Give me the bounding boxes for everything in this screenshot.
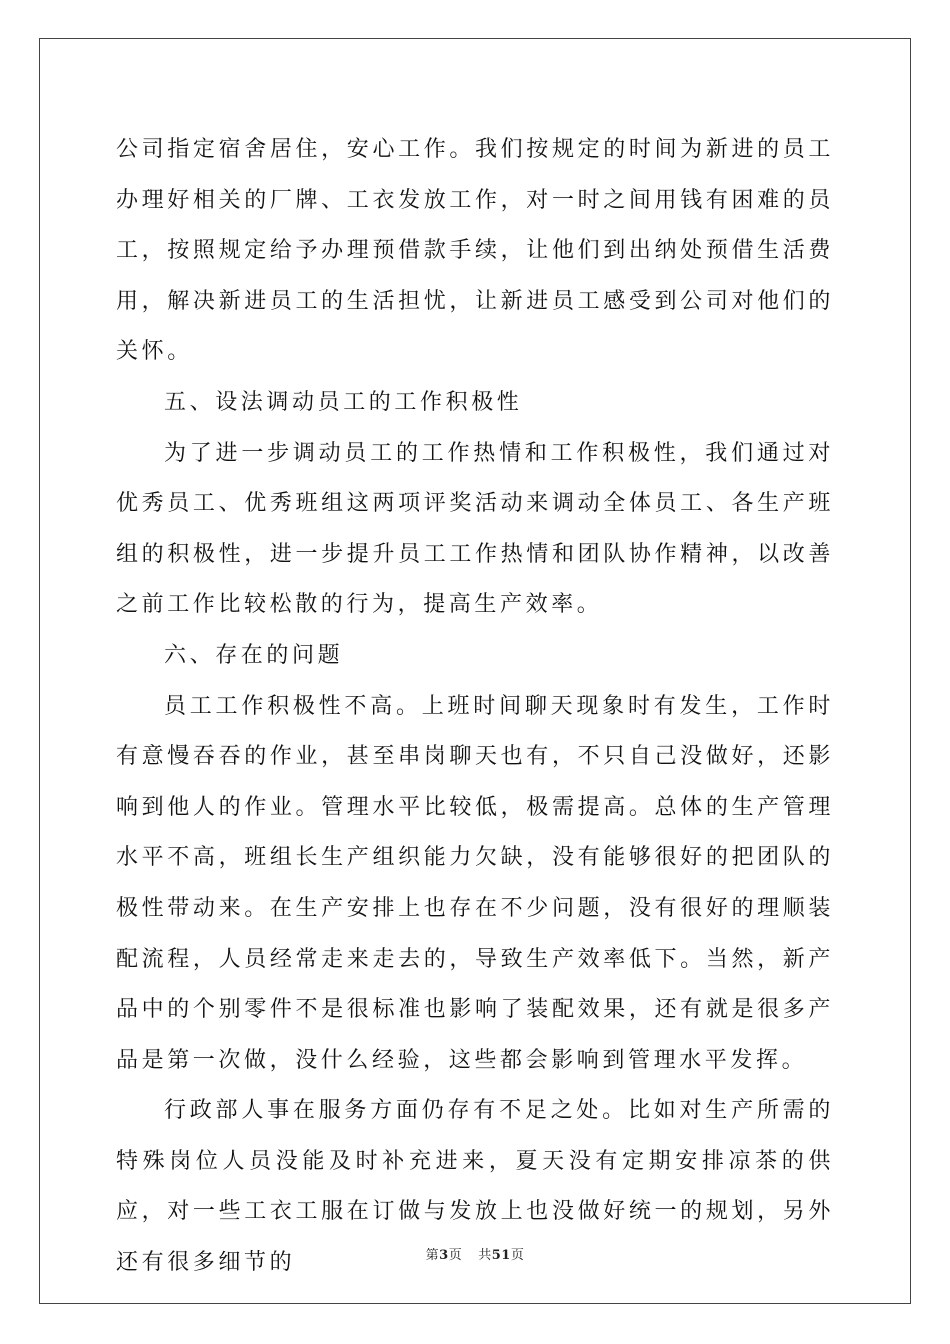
section-heading-problems: 六、存在的问题 — [164, 642, 344, 668]
paragraph-motivation: 为了进一步调动员工的工作热情和工作积极性，我们通过对优秀员工、优秀班组这两项评奖活动来调动全体员工、各生产班组的积极性，进一步提升员工工作热情和团队协作精神，以改善之前工作比较松散的行为，提高生产效率。 — [116, 440, 834, 618]
paragraph-hr-service: 行政部人事在服务方面仍存有不足之处。比如对生产所需的特殊岗位人员没能及时补充进来，夏天没有定期安排凉茶的供应，对一些工衣工服在订做与发放上也没做好统一的规划，另外还有很多细节的 — [116, 1098, 834, 1276]
paragraph-employee-problems: 员工工作积极性不高。上班时间聊天现象时有发生，工作时有意慢吞吞的作业，甚至串岗聊天也有，不只自己没做好，还影响到他人的作业。管理水平比较低，极需提高。总体的生产管理水平不高，班组长生产组织能力欠缺，没有能够很好的把团队的极性带动来。在生产安排上也存在不少问题，没有很好的理顺装配流程，人员经常走来走去的，导致生产效率低下。当然，新产品中的个别零件不是很标准也影响了装配效果，还有就是很多产品是第一次做，没什么经验，这些都会影响到管理水平发挥。 — [116, 693, 834, 1073]
total-prefix: 共 — [478, 1248, 492, 1263]
document-body — [116, 125, 834, 1289]
page-footer — [0, 1244, 950, 1263]
page-prefix: 第 — [425, 1248, 440, 1263]
page-suffix: 页 — [448, 1248, 463, 1263]
page-number: 3 — [439, 1248, 449, 1263]
section-heading-motivation: 五、设法调动员工的工作积极性 — [164, 389, 523, 415]
paragraph-dormitory-arrangements: 公司指定宿舍居住，安心工作。我们按规定的时间为新进的员工办理好相关的厂牌、工衣发放工作，对一时之间用钱有困难的员工，按照规定给予办理预借款手续，让他们到出纳处预借生活费用，解决新进员工的生活担忧，让新进员工感受到公司对他们的关怀。 — [116, 137, 834, 365]
total-pages: 51 — [491, 1248, 511, 1263]
total-suffix: 页 — [510, 1248, 525, 1263]
